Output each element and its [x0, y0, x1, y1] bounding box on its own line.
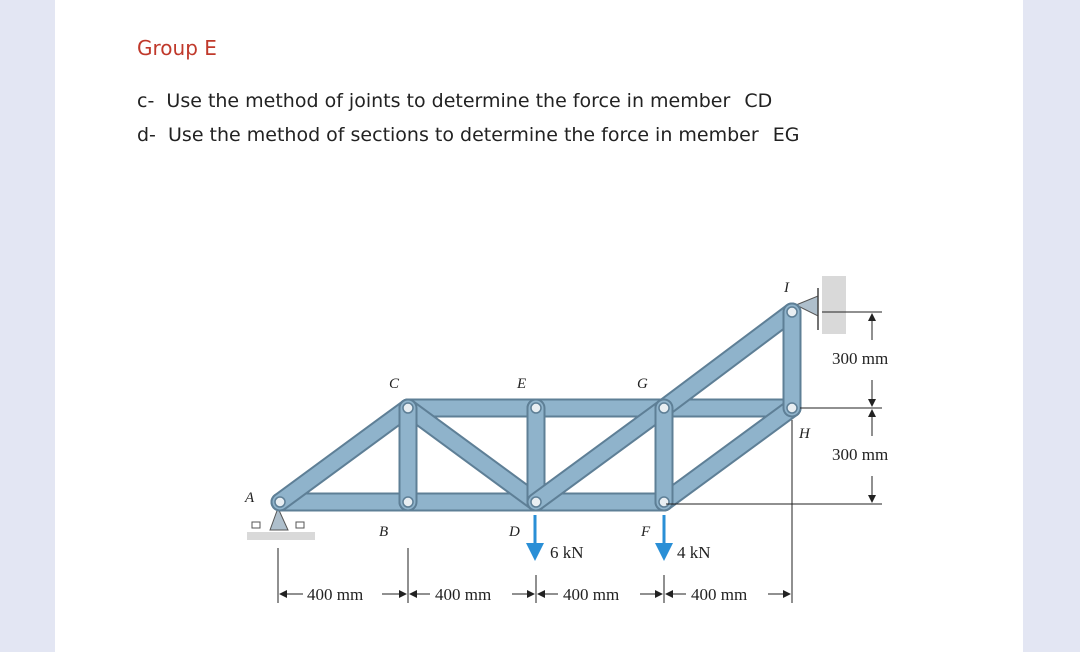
member-gi — [664, 312, 792, 408]
joint-pin-d — [531, 497, 541, 507]
dim-ab: 400 mm — [307, 585, 364, 604]
task-d-prefix: d- — [137, 124, 156, 146]
task-c-member: CD — [744, 90, 773, 112]
joint-pin-h — [787, 403, 797, 413]
joint-pin-i — [787, 307, 797, 317]
dim-hi: 300 mm — [832, 349, 889, 368]
joint-label-d: D — [509, 524, 520, 540]
joint-pin-a — [275, 497, 285, 507]
joint-label-c: C — [389, 376, 400, 392]
joint-pin-g — [659, 403, 669, 413]
dim-fh: 400 mm — [691, 585, 748, 604]
joint-label-g: G — [637, 376, 648, 392]
task-d-member: EG — [772, 124, 800, 146]
task-c-prefix: c- — [137, 90, 155, 112]
joint-label-b: B — [379, 524, 389, 540]
joint-label-a: A — [245, 490, 255, 506]
member-fh — [664, 408, 792, 502]
joint-pin-c — [403, 403, 413, 413]
joint-label-e: E — [517, 376, 527, 392]
joint-pin-b — [403, 497, 413, 507]
joint-pin-f — [659, 497, 669, 507]
dim-fh-vertical: 300 mm — [832, 445, 889, 464]
joint-pin-e — [531, 403, 541, 413]
task-c-text: Use the method of joints to determine the force in member — [166, 90, 731, 112]
support-a — [247, 508, 315, 540]
joint-label-i: I — [784, 280, 789, 296]
support-i — [796, 276, 846, 334]
load-d-label: 6 kN — [550, 543, 584, 562]
member-cd — [408, 408, 536, 502]
load-f — [664, 515, 711, 562]
member-ac — [280, 408, 408, 502]
dim-df: 400 mm — [563, 585, 620, 604]
joint-label-h: H — [799, 426, 810, 442]
member-dg — [536, 408, 664, 502]
group-title: Group E — [137, 36, 217, 60]
joint-label-f: F — [641, 524, 651, 540]
load-f-label: 4 kN — [677, 543, 711, 562]
task-d-text: Use the method of sections to determine the force in member — [168, 124, 759, 146]
load-d — [535, 515, 584, 562]
dim-bd: 400 mm — [435, 585, 492, 604]
